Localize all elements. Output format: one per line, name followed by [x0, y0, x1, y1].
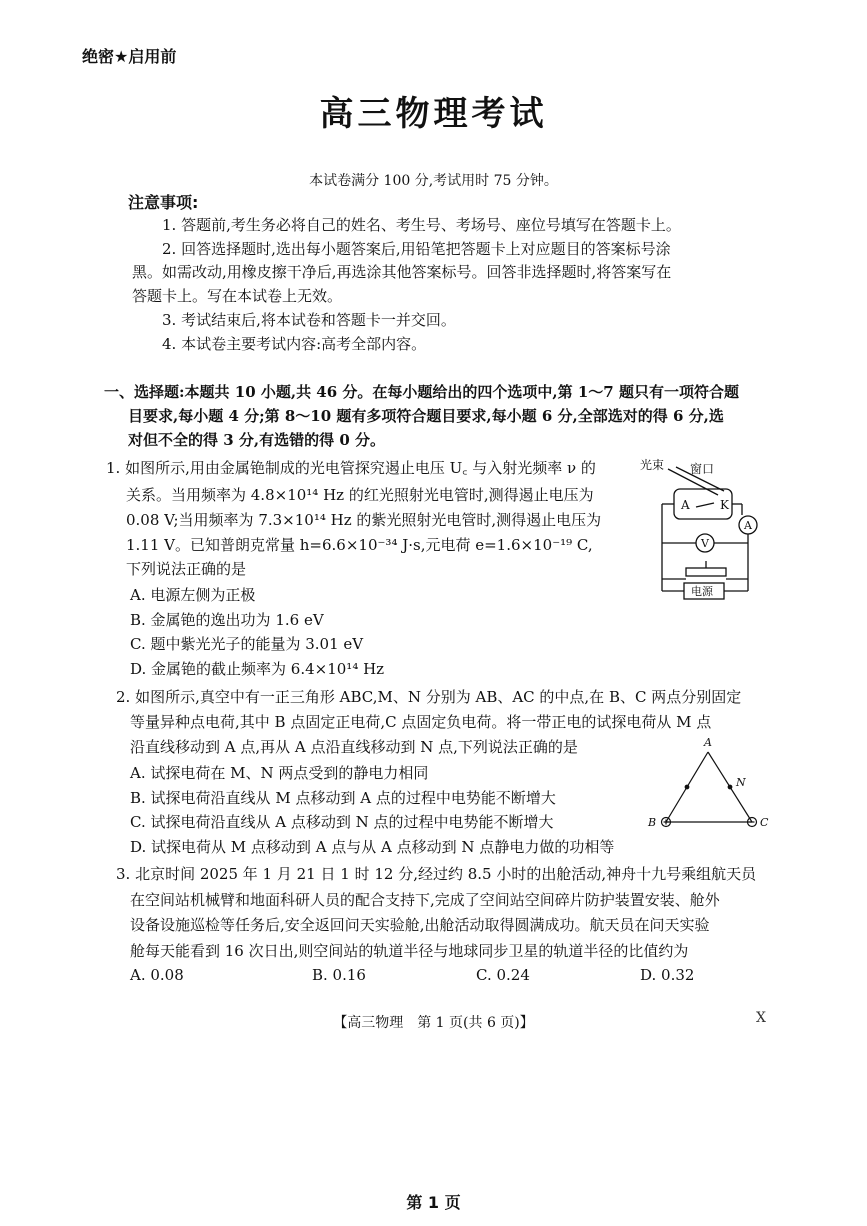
window-label: 窗口 — [690, 462, 715, 476]
vertex-c-label: C — [760, 816, 769, 829]
light-beam-label: 光束 — [640, 458, 665, 472]
question-3-stem: 舱每天能看到 16 次日出,则空间站的轨道半径与地球同步卫星的轨道半径的比值约为 — [130, 942, 689, 960]
ammeter-label: A — [744, 519, 752, 532]
notice-line: 答题卡上。写在本试卷上无效。 — [132, 287, 343, 305]
cathode-label: K — [720, 498, 729, 512]
question-3-stem: 在空间站机械臂和地面科研人员的配合支持下,完成了空间站空间碎片防护装置安装、舱外 — [130, 891, 720, 909]
question-3-stem: 设备设施巡检等任务后,安全返回问天实验舱,出舱活动取得圆满成功。航天员在问天实验 — [130, 916, 710, 934]
notice-line: 4. 本试卷主要考试内容:高考全部内容。 — [162, 335, 427, 353]
question-1-stem: 下列说法正确的是 — [126, 560, 247, 578]
question-1-option-c: C. 题中紫光光子的能量为 3.01 eV — [130, 635, 364, 653]
question-2-stem: 2. 如图所示,真空中有一正三角形 ABC,M、N 分别为 AB、AC 的中点,在 B、C 两点分别固定 — [116, 688, 742, 706]
question-1-stem: 关系。当用频率为 4.8×10¹⁴ Hz 的红光照射光电管时,测得遏止电压为 — [126, 486, 594, 504]
electron-arrow — [696, 503, 714, 507]
question-3-option-a: A. 0.08 — [130, 966, 184, 984]
notice-line: 3. 考试结束后,将本试卷和答题卡一并交回。 — [162, 311, 456, 329]
question-1-option-d: D. 金属铯的截止频率为 6.4×10¹⁴ Hz — [130, 660, 385, 678]
question-1-option-b: B. 金属铯的逸出功为 1.6 eV — [130, 611, 324, 629]
question-2-stem: 等量异种点电荷,其中 B 点固定正电荷,C 点固定负电荷。将一带正电的试探电荷从 M 点 — [130, 713, 712, 731]
voltmeter-label: V — [701, 537, 709, 550]
question-1-stem: 1.11 V。已知普朗克常量 h=6.6×10⁻³⁴ J·s,元电荷 e=1.6×10⁻¹⁹ C, — [126, 536, 593, 554]
question-3-option-c: C. 0.24 — [476, 966, 530, 984]
point-m — [685, 785, 689, 789]
point-n — [728, 785, 732, 789]
question-2-option-a: A. 试探电荷在 M、N 两点受到的静电力相同 — [130, 764, 429, 782]
question-2-option-c: C. 试探电荷沿直线从 A 点移动到 N 点的过程中电势能不断增大 — [130, 813, 554, 831]
question-1-stem: 0.08 V;当用频率为 7.3×10¹⁴ Hz 的紫光照射光电管时,测得遏止电压为 — [126, 511, 602, 529]
page-footer: 【高三物理 第 1 页(共 6 页)】 — [333, 1015, 534, 1031]
section-instructions: 一、选择题:本题共 10 小题,共 46 分。在每小题给出的四个选项中,第 1～7 题只有一项符合题 — [104, 383, 739, 401]
notice-line: 2. 回答选择题时,选出每小题答案后,用铅笔把答题卡上对应题目的答案标号涂 — [162, 240, 671, 258]
anode-label: A — [681, 498, 690, 512]
notice-line: 1. 答题前,考生务必将自己的姓名、考生号、考场号、座位号填写在答题卡上。 — [162, 216, 681, 234]
vertex-b-label: B — [648, 816, 657, 829]
question-2-option-d: D. 试探电荷从 M 点移动到 A 点与从 A 点移动到 N 点静电力做的功相等 — [130, 838, 615, 856]
point-n-label: N — [736, 776, 746, 789]
section-instructions: 目要求,每小题 4 分;第 8～10 题有多项符合题目要求,每小题 6 分,全部选对的得 6 分,选 — [128, 407, 724, 425]
question-1-stem: 1. 如图所示,用由金属铯制成的光电管探究遏止电压 U꜀ 与入射光频率 ν 的 — [106, 459, 596, 477]
confidential-label: 绝密★启用前 — [82, 47, 177, 66]
triangle-figure — [644, 734, 774, 832]
exam-title: 高三物理考试 — [319, 94, 548, 134]
notice-line: 黑。如需改动,用橡皮擦干净后,再选涂其他答案标号。回答非选择题时,将答案写在 — [132, 263, 672, 281]
question-1-option-a: A. 电源左侧为正极 — [130, 586, 256, 604]
notice-heading: 注意事项: — [128, 193, 199, 212]
power-source-label: 电源 — [691, 585, 713, 598]
question-3-option-d: D. 0.32 — [640, 966, 695, 984]
section-instructions: 对但不全的得 3 分,有选错的得 0 分。 — [128, 431, 385, 449]
photocell-circuit-figure — [636, 455, 768, 603]
page-number: 第 1 页 — [406, 1193, 461, 1212]
rheostat — [686, 568, 726, 576]
question-3-option-b: B. 0.16 — [312, 966, 366, 984]
exam-subtitle: 本试卷满分 100 分,考试用时 75 分钟。 — [309, 173, 558, 189]
question-2-option-b: B. 试探电荷沿直线从 M 点移动到 A 点的过程中电势能不断增大 — [130, 789, 556, 807]
question-3-stem: 3. 北京时间 2025 年 1 月 21 日 1 时 12 分,经过约 8.5 小时的出舱活动,神舟十九号乘组航天员 — [116, 865, 757, 883]
question-2-stem: 沿直线移动到 A 点,再从 A 点沿直线移动到 N 点,下列说法正确的是 — [130, 738, 578, 756]
vertex-a-label: A — [704, 736, 712, 749]
paper-code: X — [756, 1010, 766, 1026]
